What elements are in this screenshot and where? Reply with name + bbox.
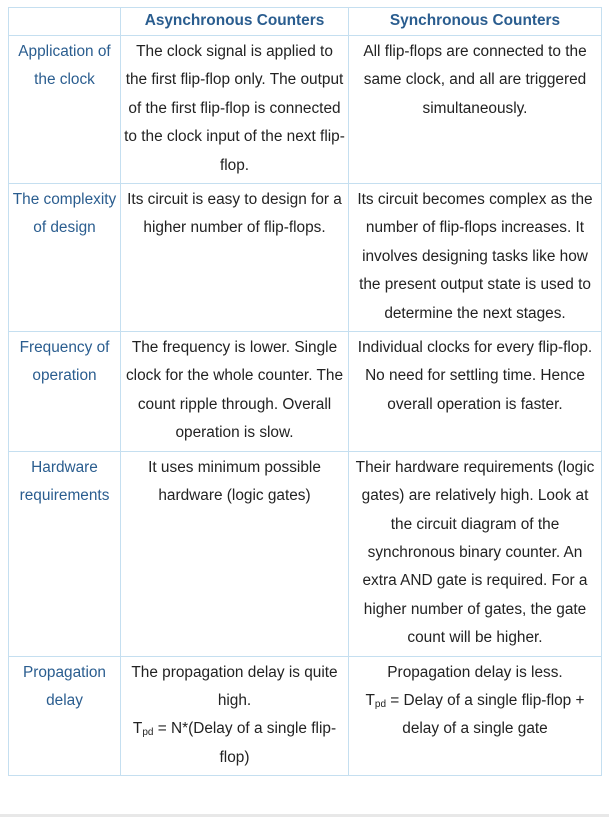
row-label-operation-frequency: Frequency of operation (9, 332, 121, 452)
async-tpd-formula (133, 720, 336, 765)
row-label-propagation-delay: Propagation delay (9, 656, 121, 776)
tpd-expression: = Delay of a single flip-flop + delay of a single gate (386, 691, 585, 738)
sync-cell: Its circuit becomes complex as the number of flip-flops increases. It involves designing tasks like how the present output state is used to determine the next stages. (349, 184, 602, 332)
sync-delay-text: Propagation delay is less. (387, 663, 563, 681)
table-row (9, 184, 602, 332)
header-sync-counters: Synchronous Counters (349, 8, 602, 36)
tpd-subscript: pd (142, 727, 154, 739)
row-label-clock-application: Application of the clock (9, 36, 121, 184)
row-label-design-complexity: The complexity of design (9, 184, 121, 332)
table-row (9, 332, 602, 452)
sync-cell: Their hardware requirements (logic gates) are relatively high. Look at the circuit diagram of the synchronous binary counter. An extra AND gate is required. For a higher number of gates, the gate count will be higher. (349, 451, 602, 656)
async-cell: It uses minimum possible hardware (logic gates) (121, 451, 349, 656)
header-blank-cell (9, 8, 121, 36)
async-cell: The clock signal is applied to the first flip-flop only. The output of the first flip-flop is connected to the clock input of the next flip-flop. (121, 36, 349, 184)
sync-tpd-formula (365, 692, 584, 737)
sync-cell: Individual clocks for every flip-flop. No need for settling time. Hence overall operation is faster. (349, 332, 602, 452)
async-cell: The frequency is lower. Single clock for the whole counter. The count ripple through. Overall operation is slow. (121, 332, 349, 452)
comparison-table (8, 7, 602, 776)
row-label-hardware-requirements: Hardware requirements (9, 451, 121, 656)
sync-cell (349, 656, 602, 776)
table-header-row (9, 8, 602, 36)
async-cell: Its circuit is easy to design for a higher number of flip-flops. (121, 184, 349, 332)
table-row (9, 451, 602, 656)
tpd-subscript: pd (374, 698, 387, 710)
async-cell (121, 656, 349, 776)
tpd-expression: = N*(Delay of a single flip-flop) (153, 720, 337, 766)
tpd-symbol: T (365, 691, 375, 709)
header-async-counters: Asynchronous Counters (121, 8, 349, 36)
async-delay-text: The propagation delay is quite high. (131, 663, 338, 709)
tpd-symbol: T (132, 720, 143, 738)
table-row (9, 36, 602, 184)
sync-cell: All flip-flops are connected to the same clock, and all are triggered simultaneously. (349, 36, 602, 184)
table-row (9, 656, 602, 776)
